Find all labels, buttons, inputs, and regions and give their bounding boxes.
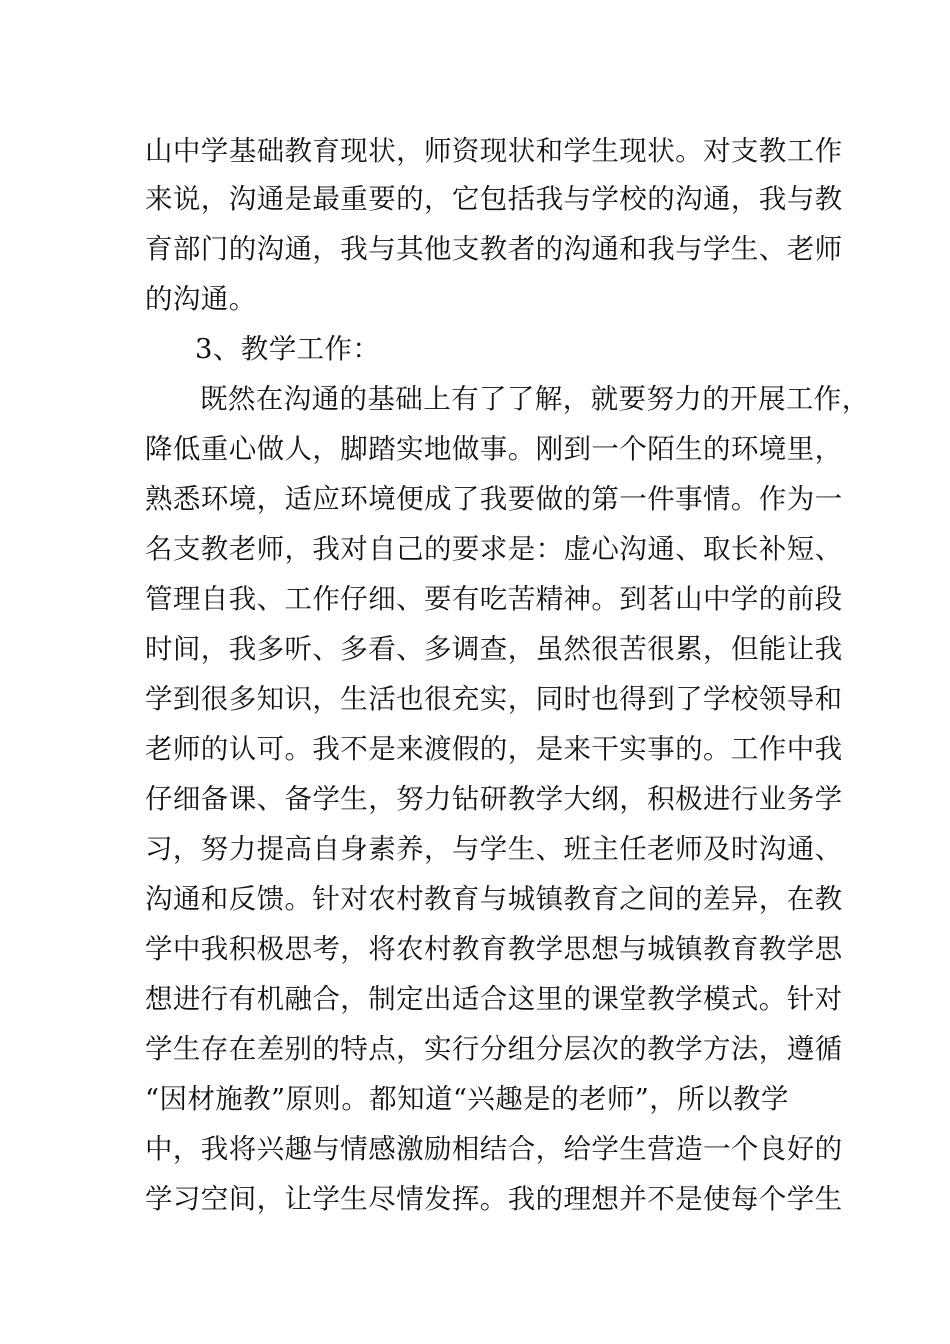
text-line: 育部门的沟通，我与其他支教者的沟通和我与学生、老师 bbox=[145, 233, 843, 265]
text-line: 熟悉环境，适应环境便成了我要做的第一件事情。作为一 bbox=[145, 483, 843, 515]
text-line: “因材施教”原则。都知道“兴趣是的老师”，所以教学 bbox=[145, 1083, 789, 1115]
text-line: 的沟通。 bbox=[145, 283, 257, 315]
text-line: 沟通和反馈。针对农村教育与城镇教育之间的差异，在教 bbox=[145, 883, 843, 915]
text-line: 想进行有机融合，制定出适合这里的课堂教学模式。针对 bbox=[145, 983, 843, 1015]
text-line: 学习空间，让学生尽情发挥。我的理想并不是使每个学生 bbox=[145, 1183, 843, 1215]
text-line: 中，我将兴趣与情感激励相结合，给学生营造一个良好的 bbox=[145, 1133, 843, 1165]
text-line: 来说，沟通是最重要的，它包括我与学校的沟通，我与教 bbox=[145, 183, 843, 215]
text-line: 习，努力提高自身素养，与学生、班主任老师及时沟通、 bbox=[145, 833, 843, 865]
text-line: 名支教老师，我对自己的要求是：虚心沟通、取长补短、 bbox=[145, 533, 843, 565]
section-heading: 3、教学工作： bbox=[195, 333, 381, 365]
text-line: 学中我积极思考，将农村教育教学思想与城镇教育教学思 bbox=[145, 933, 843, 965]
text-line: 既然在沟通的基础上有了了解，就要努力的开展工作， bbox=[200, 383, 870, 415]
text-line: 学到很多知识，生活也很充实，同时也得到了学校领导和 bbox=[145, 683, 843, 715]
text-line: 山中学基础教育现状，师资现状和学生现状。对支教工作 bbox=[145, 135, 843, 167]
text-line: 管理自我、工作仔细、要有吃苦精神。到茗山中学的前段 bbox=[145, 583, 843, 615]
text-line: 仔细备课、备学生，努力钻研教学大纲，积极进行业务学 bbox=[145, 783, 843, 815]
text-line: 学生存在差别的特点，实行分组分层次的教学方法，遵循 bbox=[145, 1033, 843, 1065]
text-line: 老师的认可。我不是来渡假的，是来干实事的。工作中我 bbox=[145, 733, 843, 765]
text-line: 降低重心做人，脚踏实地做事。刚到一个陌生的环境里， bbox=[145, 433, 843, 465]
text-line: 时间，我多听、多看、多调查，虽然很苦很累，但能让我 bbox=[145, 633, 843, 665]
